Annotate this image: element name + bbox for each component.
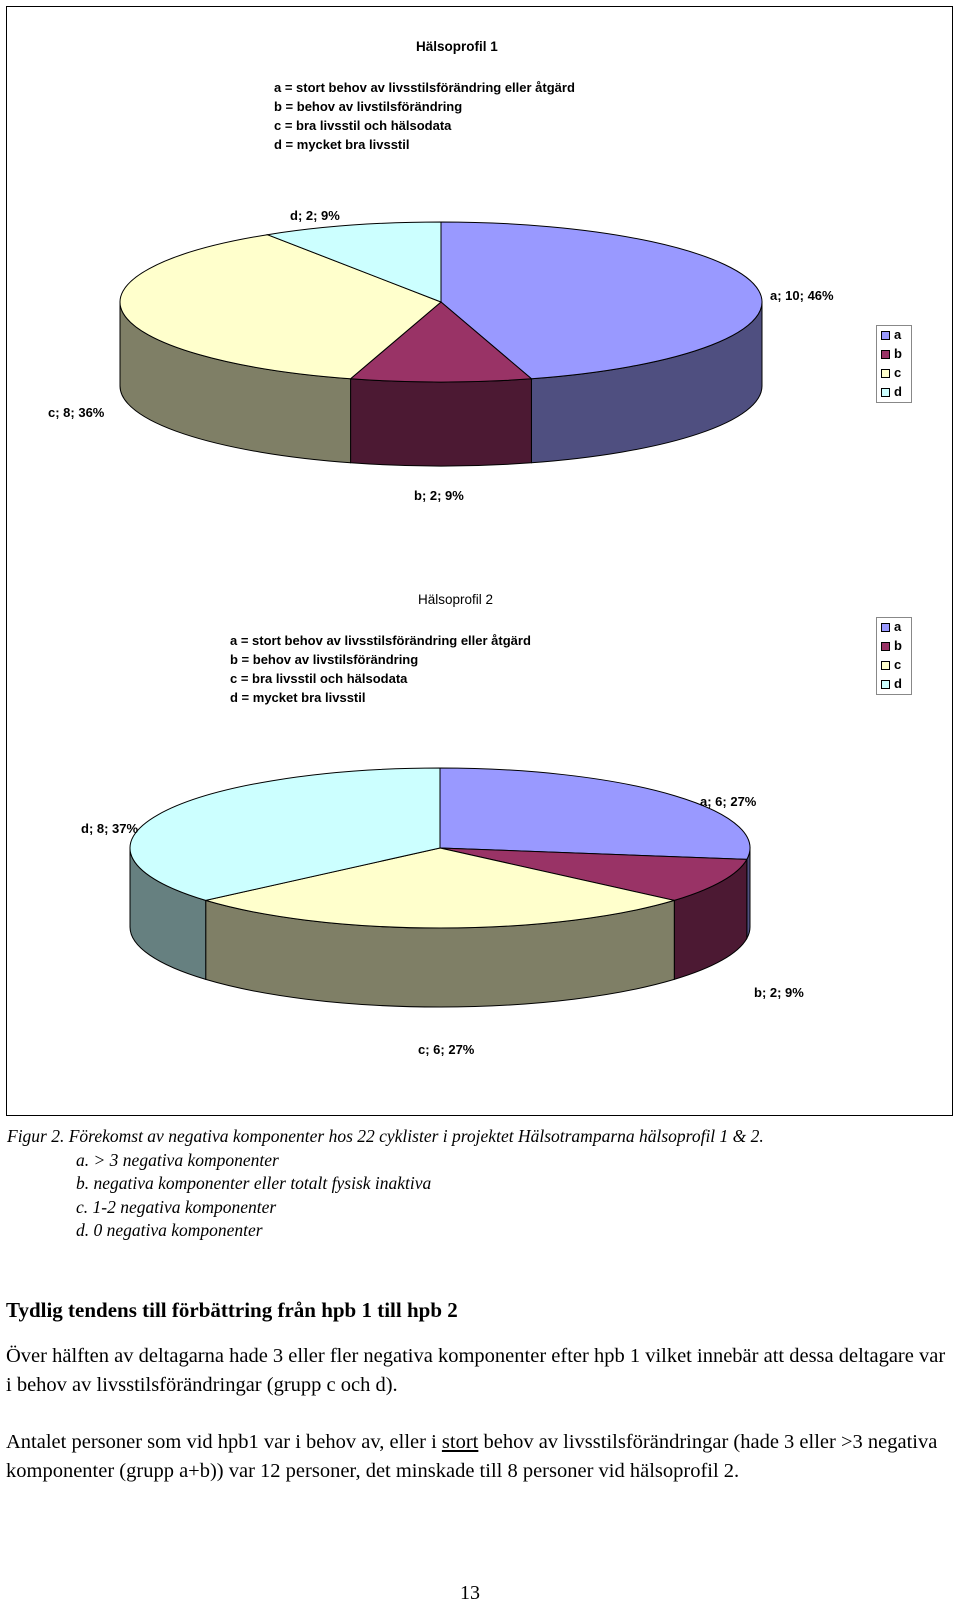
legend-label: d (894, 384, 902, 399)
chart1-title: Hälsoprofil 1 (416, 39, 498, 54)
section-heading: Tydlig tendens till förbättring från hpb 1 till hpb 2 (6, 1298, 458, 1322)
legend-item-a (877, 326, 911, 345)
legend-swatch (881, 388, 890, 397)
paragraph-2 (6, 1428, 951, 1485)
legend-label: a (894, 619, 902, 634)
pie2-slice-a (440, 768, 750, 859)
legend-label: c (894, 365, 902, 380)
chart2-label-b: b; 2; 9% (754, 985, 804, 1000)
chart1-label-c: c; 8; 36% (48, 405, 105, 420)
legend-label: b (894, 346, 902, 361)
chart1-subtitle-d: d = mycket bra livsstil (274, 137, 410, 152)
caption-item-d: d. 0 negativa komponenter (76, 1220, 263, 1240)
chart2-subtitle-c: c = bra livsstil och hälsodata (230, 671, 408, 686)
chart2-subtitle-d: d = mycket bra livsstil (230, 690, 366, 705)
chart2-subtitle-b: b = behov av livstilsförändring (230, 652, 419, 667)
chart1-label-b: b; 2; 9% (414, 488, 464, 503)
legend-label: a (894, 327, 902, 342)
caption-item-b: b. negativa komponenter eller totalt fysisk inaktiva (76, 1173, 432, 1193)
legend-swatch (881, 623, 890, 632)
legend-item-c (877, 656, 911, 675)
chart1-subtitle-b: b = behov av livstilsförändring (274, 99, 463, 114)
figure-caption: Figur 2. Förekomst av negativa komponenter hos 22 cyklister i projektet Hälsotramparna hälsoprofil 1 & 2. (7, 1126, 764, 1146)
chart2-label-a: a; 6; 27% (700, 794, 757, 809)
chart2-label-d: d; 8; 37% (81, 821, 139, 836)
paragraph-2-text: Antalet personer som vid hpb1 var i behov av, eller i (6, 1431, 442, 1453)
legend-swatch (881, 680, 890, 689)
legend-swatch (881, 350, 890, 359)
legend-swatch (881, 331, 890, 340)
legend-swatch (881, 661, 890, 670)
paragraph-1: Över hälften av deltagarna hade 3 eller fler negativa komponenter efter hpb 1 vilket innebär att dessa deltagare var i behov av livsstilsförändringar (grupp c och d). (6, 1345, 946, 1396)
legend-item-d (877, 675, 911, 694)
legend-item-c (877, 364, 911, 383)
chart2-title: Hälsoprofil 2 (418, 592, 494, 607)
chart1-subtitle-c: c = bra livsstil och hälsodata (274, 118, 452, 133)
paragraph-2-underlined: stort (441, 1431, 479, 1453)
caption-item-a: a. > 3 negativa komponenter (76, 1150, 279, 1170)
paragraph-2-text-end: behov av livsstilsförändringar (hade 3 eller >3 negativa komponenter (grupp a+b)) var 12 personer, det minskade till 8 personer vid hälsoprofil 2. (6, 1431, 938, 1482)
page-number: 13 (460, 1582, 480, 1604)
legend-swatch (881, 369, 890, 378)
legend-label: d (894, 676, 902, 691)
chart2-label-c: c; 6; 27% (418, 1042, 475, 1057)
chart2-subtitle-a: a = stort behov av livsstilsförändring eller åtgärd (230, 633, 531, 648)
chart2-legend (876, 617, 912, 695)
legend-swatch (881, 642, 890, 651)
chart1-label-a: a; 10; 46% (770, 288, 834, 303)
legend-label: b (894, 638, 902, 653)
chart1-label-d: d; 2; 9% (290, 208, 340, 223)
legend-item-b (877, 345, 911, 364)
pie1-side-b (351, 379, 532, 466)
chart1-subtitle-a: a = stort behov av livsstilsförändring eller åtgärd (274, 80, 575, 95)
legend-item-a (877, 618, 911, 637)
legend-item-d (877, 383, 911, 402)
chart1-legend (876, 325, 912, 403)
legend-item-b (877, 637, 911, 656)
legend-label: c (894, 657, 902, 672)
caption-item-c: c. 1-2 negativa komponenter (76, 1197, 277, 1217)
